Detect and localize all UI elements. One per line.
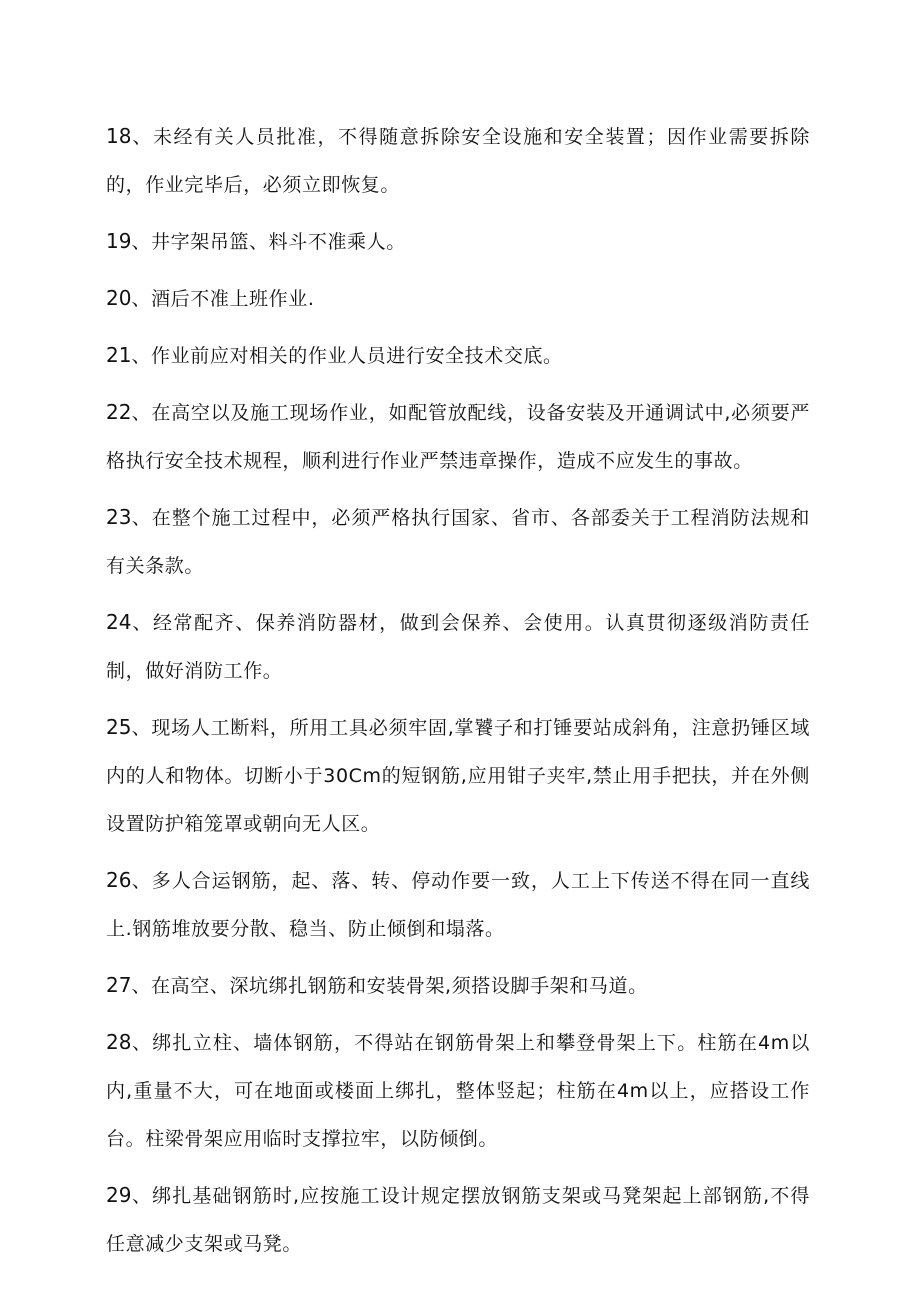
- clause-25: [106, 703, 810, 848]
- clause-text: 、绑扎基础钢筋时,应按施工设计规定摆放钢筋支架或马凳架起上部钢筋,不得任意减少支架或马凳。: [106, 1185, 810, 1255]
- clause-number: 28: [106, 1030, 132, 1054]
- clause-text: 、井字架吊篮、料斗不准乘人。: [131, 231, 406, 253]
- clause-number: 18: [106, 124, 132, 148]
- clause-29: [106, 1171, 810, 1268]
- clause-18: [106, 112, 810, 209]
- document-page: [106, 112, 810, 1276]
- clause-21: [106, 331, 810, 380]
- clause-number: 27: [106, 973, 132, 997]
- clause-28: [106, 1018, 810, 1163]
- clause-number: 25: [106, 715, 132, 739]
- clause-text: 、作业前应对相关的作业人员进行安全技术交底。: [131, 345, 563, 367]
- clause-text: 、在整个施工过程中，必须严格执行国家、省市、各部委关于工程消防法规和有关条款。: [106, 507, 810, 577]
- clause-text: 、未经有关人员批准，不得随意拆除安全设施和安全装置；因作业需要拆除的，作业完毕后，必须立即恢复。: [106, 126, 810, 196]
- clause-22: [106, 388, 810, 485]
- clause-text: 、经常配齐、保养消防器材，做到会保养、会使用。认真贯彻逐级消防责任制，做好消防工作。: [106, 612, 810, 682]
- clause-text: 、在高空以及施工现场作业，如配管放配线，设备安装及开通调试中,必须要严格执行安全技术规程，顺利进行作业严禁违章操作，造成不应发生的事故。: [106, 402, 810, 472]
- clause-20: [106, 274, 810, 323]
- clause-text: 、多人合运钢筋，起、落、转、停动作要一致，人工上下传送不得在同一直线上.钢筋堆放要分散、稳当、防止倾倒和塌落。: [106, 870, 810, 940]
- clause-text: 、绑扎立柱、墙体钢筋，不得站在钢筋骨架上和攀登骨架上下。柱筋在4m以内,重量不大，可在地面或楼面上绑扎，整体竖起；柱筋在4m以上，应搭设工作台。柱梁骨架应用临时支撑拉牢，以防倾倒。: [106, 1032, 810, 1150]
- clause-text: 、现场人工断料，所用工具必须牢固,掌饕子和打锤要站成斜角，注意扔锤区域内的人和物体。切断小于30Cm的短钢筋,应用钳子夹牢,禁止用手把扶，并在外侧设置防护箱笼罩或朝向无人区。: [106, 717, 810, 835]
- clause-text: 、酒后不准上班作业.: [131, 288, 315, 310]
- clause-23: [106, 493, 810, 590]
- clause-number: 19: [106, 229, 132, 253]
- clause-26: [106, 856, 810, 953]
- clause-27: [106, 961, 810, 1010]
- clause-number: 26: [106, 868, 132, 892]
- clause-number: 22: [106, 400, 132, 424]
- clause-number: 21: [106, 343, 132, 367]
- clause-24: [106, 598, 810, 695]
- clause-number: 23: [106, 505, 132, 529]
- clause-number: 29: [106, 1183, 132, 1207]
- clause-19: [106, 217, 810, 266]
- clause-text: 、在高空、深坑绑扎钢筋和安装骨架,须搭设脚手架和马道。: [131, 975, 648, 997]
- clause-number: 24: [106, 610, 132, 634]
- clause-number: 20: [106, 286, 132, 310]
